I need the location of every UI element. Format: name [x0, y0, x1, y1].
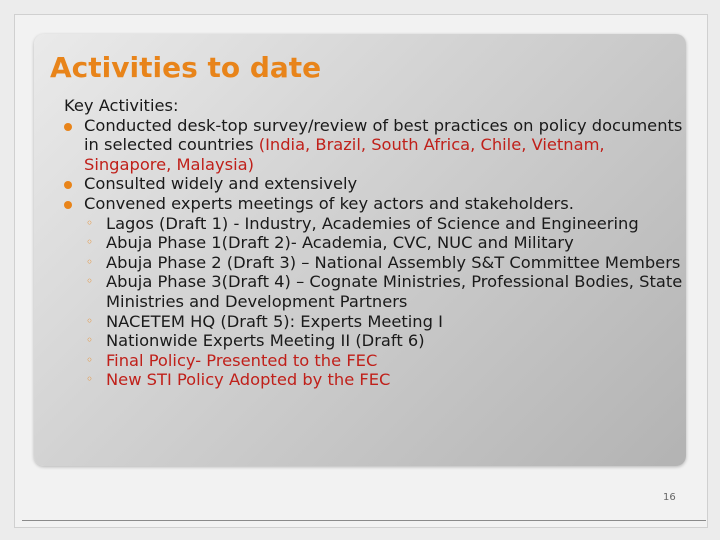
sub-bullet-text: Abuja Phase 1(Draft 2)- Academia, CVC, NUC and Military	[106, 233, 574, 253]
bullet-list	[64, 116, 684, 390]
sub-bullet-item	[86, 233, 684, 253]
sub-bullet-item	[86, 214, 684, 234]
sub-bullet-text: Lagos (Draft 1) - Industry, Academies of Science and Engineering	[106, 213, 639, 233]
bullet-item	[64, 174, 684, 194]
sub-bullet-circle-icon: ◦	[86, 313, 94, 328]
sub-bullet-item-new-policy	[86, 370, 684, 390]
sub-bullet-text: New STI Policy Adopted by the FEC	[106, 370, 391, 390]
bullet-dot-icon	[64, 181, 72, 189]
sub-bullet-item	[86, 272, 684, 311]
sub-bullet-list	[86, 214, 684, 390]
bullet-text: Convened experts meetings of key actors and stakeholders.	[84, 193, 574, 213]
sub-bullet-circle-icon: ◦	[86, 372, 94, 387]
bullet-item	[64, 116, 684, 175]
bullet-item	[64, 194, 684, 390]
frame-divider	[22, 520, 706, 521]
sub-bullet-circle-icon: ◦	[86, 235, 94, 250]
sub-bullet-text: Nationwide Experts Meeting II (Draft 6)	[106, 331, 425, 351]
sub-bullet-text: NACETEM HQ (Draft 5): Experts Meeting I	[106, 311, 443, 331]
sub-bullet-text: Abuja Phase 2 (Draft 3) – National Assembly S&T Committee Members	[106, 252, 681, 272]
sub-bullet-item	[86, 253, 684, 273]
countries-highlight: (India, Brazil, South Africa, Chile, Vietnam, Singapore, Malaysia)	[84, 135, 605, 174]
bullet-dot-icon	[64, 201, 72, 209]
sub-bullet-item	[86, 331, 684, 351]
page-number: 16	[663, 492, 676, 503]
bullet-dot-icon	[64, 123, 72, 131]
sub-bullet-circle-icon: ◦	[86, 254, 94, 269]
sub-bullet-text: Abuja Phase 3(Draft 4) – Cognate Ministries, Professional Bodies, State Ministries and Development Partners	[106, 272, 683, 311]
slide-body	[64, 96, 684, 390]
sub-bullet-circle-icon: ◦	[86, 352, 94, 367]
bullet-text: Consulted widely and extensively	[84, 174, 358, 194]
sub-bullet-text: Final Policy- Presented to the FEC	[106, 350, 378, 370]
sub-bullet-circle-icon: ◦	[86, 274, 94, 289]
sub-bullet-circle-icon: ◦	[86, 215, 94, 230]
bullet-text: Conducted desk-top survey/review of best practices on policy documents in selected countries	[84, 115, 683, 155]
key-activities-heading: Key Activities:	[64, 96, 179, 115]
sub-bullet-circle-icon: ◦	[86, 333, 94, 348]
slide-title: Activities to date	[50, 51, 322, 84]
sub-bullet-item	[86, 312, 684, 332]
sub-bullet-item-final-policy	[86, 351, 684, 371]
